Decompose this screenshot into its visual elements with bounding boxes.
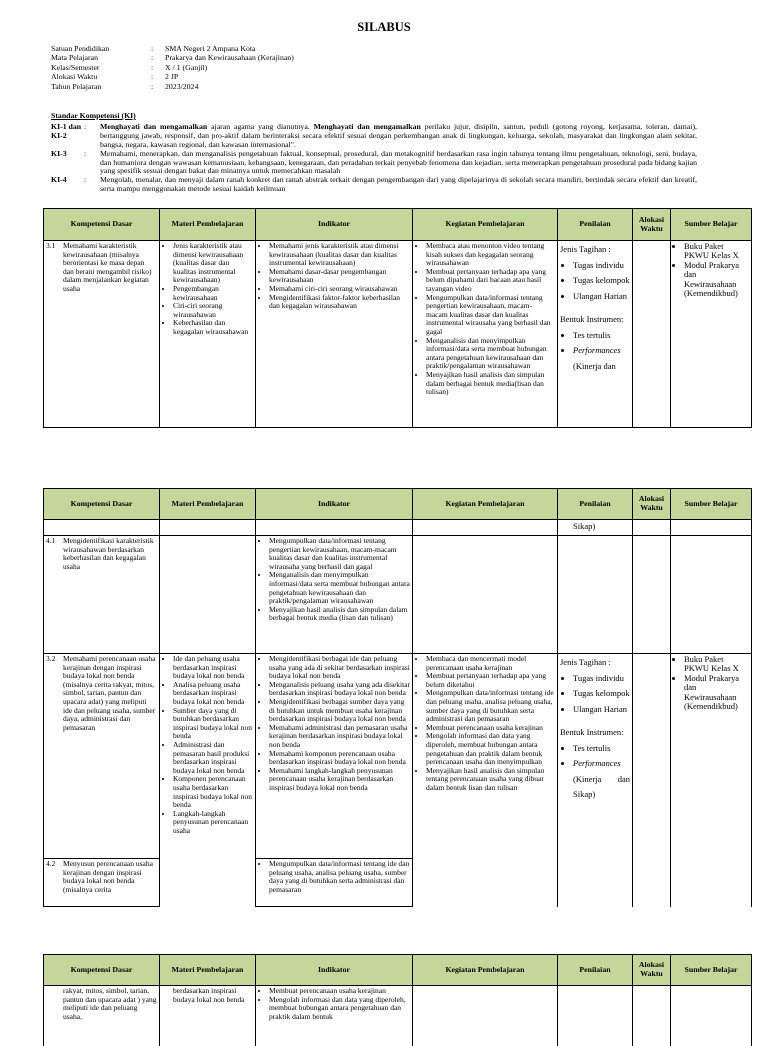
list-item: • Ciri-ciri seorang wirausahawan — [173, 302, 253, 319]
ki-label: KI-1 dan KI-2 — [51, 121, 82, 140]
list-item: • Komponen perencanaan usaha berdasarkan inspirasi budaya lokal non benda — [173, 775, 253, 809]
list-item: • Ulangan Harian — [573, 289, 630, 305]
list-item: • Tugas individu — [573, 258, 630, 274]
list-item: • Langkah-langkah penyusunan perencanaan usaha — [173, 810, 253, 836]
ki-text: Mengolah, menalar, dan menyaji dalam ranah konkret dan ranah abstrak terkait dengan pengembangan dari yang dipelajarinya di sekolah secara mandiri, bertindak secara efektif dan kreatif, serta mampu menggunakan metode sesuai kaidah keilmuan — [100, 175, 697, 194]
list-item: • Modul Prakarya dan Kewirausahaan (Kemendikbud) — [684, 261, 749, 299]
identity-value: X / 1 (Ganjil) — [165, 62, 208, 72]
list-item: • Memahami jenis karakteristik atau dimensi kewirausahaan (kualitas dasar dan kualitas instrumental kewirausahaan) — [269, 242, 410, 268]
identity-label: Alokasi Waktu — [51, 72, 98, 82]
identity-block — [51, 44, 294, 91]
ki-label: KI-4 — [51, 175, 67, 185]
identity-value: SMA Negeri 2 Ampana Kota — [165, 44, 256, 53]
syllabus-table-1 — [43, 208, 752, 428]
core-competencies — [51, 112, 697, 194]
list-item: • Membuat pertanyaan terhadap apa yang belum dipahami dari bacaan atau hasil tayangan video — [426, 268, 555, 294]
kegiatan-cell — [413, 654, 558, 907]
sumber-cell — [671, 241, 752, 428]
column-header: Kegiatan Pembelajaran — [413, 489, 558, 520]
list-item: • Mengolah informasi dan data yang diperoleh, membuat hubungan antara pengetahuan dan praktik dalam bentuk perencanaan usaha dan menyimpulkan — [426, 732, 555, 766]
identity-value: Prakarya dan Kewirausahaan (Kerajinan) — [165, 53, 294, 63]
list-item: • Memahami komponen perencanaan usaha berdasarkan inspirasi budaya lokal non benda — [269, 750, 410, 767]
indikator-cell — [256, 986, 413, 1046]
list-item: • Mengidentifikasi faktor-faktor keberhasilan dan kegagalan wirausahawan — [269, 294, 410, 311]
materi-cell: berdasarkan inspirasi budaya lokal non benda — [160, 986, 256, 1046]
identity-row: Satuan Pendidikan : SMA Negeri 2 Ampana Kota — [51, 44, 256, 53]
list-item: • Menyajikan hasil analisis dan simpulan dalam berbagai bentuk media(lisan dan tulisan) — [426, 371, 555, 397]
list-item: • Sumber daya yang di butuhkan berdasarkan inspirasi budaya lokal non benda — [173, 707, 253, 741]
column-header: Sumber Belajar — [671, 955, 752, 986]
list-item: • Memahami ciri-ciri seorang wirausahawan — [269, 285, 410, 294]
penilaian-cell: Jenis Tagihan : • Tugas individu • Tugas kelompok • Ulangan Harian Bentuk Instrumen: • Tes tertulis • Performances (Kinerja dan Sikap) — [558, 654, 633, 907]
list-item: • Membuat pertanyaan terhadap apa yang belum diketahui — [426, 672, 555, 689]
column-header: Sumber Belajar — [671, 489, 752, 520]
syllabus-table-2 — [43, 488, 752, 907]
list-item: • Pengembangan kewirausahaan — [173, 285, 253, 302]
identity-label: Mata Pelajaran — [51, 53, 98, 63]
ki-row: KI-3 : Memahami, menerapkan, dan menganalisis pengetahuan faktual, konseptual, prosedural, dan metakognitif berdasarkan rasa ingin tahunya tentang ilmu pengetahuan, teknologi, seni, budaya, dan humaniora dengan wawasan kemanusiaan, kebangsaan, kenegaraan, dan peradaban terkait penyebab fenomena dan kejadian, serta menerapkan pengetahuan prosedural pada bidang kajian yang spesifik sesuai dengan bakat dan minatnya untuk memecahkan masalah — [51, 148, 697, 176]
sumber-cell — [671, 654, 752, 907]
ki-row: KI-1 dan KI-2 : Menghayati dan mengamalkan ajaran agama yang dianutnya. Menghayati dan mengamalkan perilaku jujur, disiplin, santun, peduli (gotong royong, kerjasama, toleran, damai), bertanggung jawab, responsif, dan pro-aktif dalam berinteraksi secara efektif sesuai dengan perkembangan anak di lingkungan, keluarga, sekolah, masyarakat dan lingkungan alam sekitar, bangsa, negara, kawasan regional, dan kawasan internasional". — [51, 121, 697, 149]
list-item: • Menganalisis dan menyimpulkan informasi/data serta membuat hubungan antara pengetahuan kewirausahaan dan praktik/pengalaman wirausahawan — [269, 571, 410, 605]
list-item: • Menyajikan hasil analisis dan simpulan dalam berbagai bentuk media (lisan dan tulisan) — [269, 606, 410, 623]
indikator-cell — [256, 859, 413, 907]
list-item: • Membuat perencanaan usaha kerajinan — [426, 724, 555, 733]
list-item: • Membaca dan mencermati model perencanaan usaha kerajinan — [426, 655, 555, 672]
ki-heading: Standar Kompetensi (KI) — [51, 111, 136, 120]
list-item: • Tugas kelompok — [573, 273, 630, 289]
list-item: • Buku Paket PKWU Kelas X — [684, 655, 749, 674]
materi-cell — [160, 241, 256, 428]
column-header: Kompetensi Dasar — [44, 209, 160, 241]
column-header: Kompetensi Dasar — [44, 489, 160, 520]
column-header: Materi Pembelajaran — [160, 489, 256, 520]
list-item: • Mengumpulkan data/informasi tentang pengertian kewirausahaan, macam- macam kualitas dasar dan kualitas instrumental wirausaha yang berhasil dan gagal — [426, 294, 555, 337]
list-item: • Mengidentifikasi berbagai sumber daya yang di butuhkan untuk membuat usaha kerajinan berdasarkan inspirasi budaya lokal non benda — [269, 698, 410, 724]
list-item: • Membuat perencanaan usaha kerajinan — [269, 987, 410, 996]
alokasi-cell — [633, 241, 671, 428]
column-header: Alokasi Waktu — [633, 209, 671, 241]
column-header: Indikator — [256, 209, 413, 241]
list-item: • Memahami dasar-dasar pengembangan kewirausahaan — [269, 268, 410, 285]
kd-cell: rakyat, mitos, simbol, tarian, pantun dan upacara adat ) yang meliputi ide dan peluang usaha, — [44, 986, 160, 1046]
identity-row: Mata Pelajaran : Prakarya dan Kewirausahaan (Kerajinan) — [51, 53, 294, 63]
list-item: • Mengumpulkan data/informasi tentang pengertian kewirausahaan, macam-macam kualitas dasar dan kualitas instrumental wirausaha yang berhasil dan gagal — [269, 537, 410, 571]
column-header: Kegiatan Pembelajaran — [413, 209, 558, 241]
list-item: • Tugas kelompok — [573, 686, 630, 702]
column-header: Kompetensi Dasar — [44, 955, 160, 986]
list-item: • Administrasi dan pemasaran hasil produksi berdasarkan inspirasi budaya lokal non benda — [173, 741, 253, 775]
list-item: • Ulangan Harian — [573, 702, 630, 718]
list-item: • Memahami administrasi dan pemasaran usaha kerajinan berdasarkan inspirasi budaya lokal non benda — [269, 724, 410, 750]
list-item: • Tugas individu — [573, 671, 630, 687]
column-header: Alokasi Waktu — [633, 955, 671, 986]
ki-text: Memahami, menerapkan, dan menganalisis pengetahuan faktual, konseptual, prosedural, dan metakognitif berdasarkan rasa ingin tahunya tentang ilmu pengetahuan, teknologi, seni, budaya, dan humaniora dengan wawasan kemanusiaan, kebangsaan, kenegaraan, dan peradaban terkait penyebab fenomena dan kejadian, serta menerapkan pengetahuan prosedural pada bidang kajian yang spesifik sesuai dengan bakat dan minatnya untuk memecahkan masalah — [100, 148, 697, 176]
column-header: Indikator — [256, 489, 413, 520]
column-header: Sumber Belajar — [671, 209, 752, 241]
identity-label: Tahun Pelajaran — [51, 81, 102, 91]
list-item: • Mengidentifikasi berbagai ide dan peluang usaha yang ada di sekitar berdasarkan inspirasi budaya lokal non benda — [269, 655, 410, 681]
materi-cell — [160, 654, 256, 907]
identity-row: Alokasi Waktu : 2 JP — [51, 72, 179, 82]
identity-row: Tahun Pelajaran : 2023/2024 — [51, 81, 199, 91]
indikator-cell — [256, 654, 413, 859]
identity-label: Kelas/Semester — [51, 62, 100, 72]
list-item: • Membaca atau menonton video tentang kisah sukses dan kegagalan seorang wirausahawan — [426, 242, 555, 268]
penilaian-cell: Jenis Tagihan : • Tugas individu • Tugas kelompok • Ulangan Harian Bentuk Instrumen: • Tes tertulis • Performances (Kinerja dan — [558, 241, 633, 428]
identity-row: Kelas/Semester : X / 1 (Ganjil) — [51, 62, 208, 72]
list-item: • Mengumpulkan data/informasi tentang ide dan peluang usaha, analisa peluang usaha, sumber daya yang di butuhkan serta administrasi dan pemasaran — [426, 689, 555, 723]
kd-cell: 4.1 Mengidentifikasi karakteristik wirausahawan berdasarkan keberhasilan dan kegagalan usaha — [44, 536, 160, 654]
list-item: • Jenis karakteristik atau dimensi kewirausahaan (kualitas dasar dan kualitas instrumental kewirausahaan) — [173, 242, 253, 285]
column-header: Penilaian — [558, 209, 633, 241]
column-header: Penilaian — [558, 489, 633, 520]
column-header: Indikator — [256, 955, 413, 986]
identity-label: Satuan Pendidikan — [51, 44, 110, 53]
identity-value: 2023/2024 — [165, 81, 199, 91]
kegiatan-cell — [413, 241, 558, 428]
list-item: • Modul Prakarya dan Kewirausahaan (Kemendikbud) — [684, 674, 749, 712]
list-item: • Mengolah informasi dan data yang diperoleh, membuat hubungan antara pengetahuan dan praktik dalam bentuk — [269, 996, 410, 1022]
column-header: Alokasi Waktu — [633, 489, 671, 520]
identity-value: 2 JP — [165, 72, 179, 82]
indikator-cell — [256, 241, 413, 428]
list-item: • Menganalisis peluang usaha yang ada disekitar berdasarkan inspirasi budaya lokal non benda — [269, 681, 410, 698]
ki-text: Menghayati dan mengamalkan ajaran agama yang dianutnya. Menghayati dan mengamalkan perilaku jujur, disiplin, santun, peduli (gotong royong, kerjasama, toleran, damai), bertanggung jawab, responsif, dan pro-aktif dalam berinteraksi secara efektif sesuai dengan perkembangan anak di lingkungan, keluarga, sekolah, masyarakat dan lingkungan alam sekitar, bangsa, negara, kawasan regional, dan kawasan internasional". — [100, 121, 697, 149]
column-header: Materi Pembelajaran — [160, 955, 256, 986]
list-item: • Memahami langkah-langkah penyusunan perencanaan usaha kerajinan berdasarkan inspirasi budaya lokal non benda — [269, 767, 410, 793]
list-item: • Menganalisis dan menyimpulkan informasi/data serta membuat hubungan antara pengetahuan kewirausahaan dan praktik/pengalaman wirausahawan — [426, 337, 555, 371]
kd-cell: 4.2 Menyusun perencanaan usaha kerajinan dengan inspirasi budaya lokal non benda (misalnya cerita — [44, 859, 160, 907]
list-item: • Buku Paket PKWU Kelas X — [684, 242, 749, 261]
list-item: • Keberhasilan dan kegagalan wirausahawan — [173, 319, 253, 336]
kd-cell: 3.2 Memahami perencanaan usaha kerajinan dengan inspirasi budaya lokal non benda (misalnya cerita rakyat, mitos, simbol, tarian, pantun dan upacara adat) yang meliputi ide dan peluang usaha, sumber daya, administrasi dan pemasaran — [44, 654, 160, 859]
column-header: Penilaian — [558, 955, 633, 986]
column-header: Materi Pembelajaran — [160, 209, 256, 241]
list-item: • Mengumpulkan data/informasi tentang ide dan peluang usaha, analisa peluang usaha, sumber daya yang di butuhkan serta administrasi dan pemasaran — [269, 860, 410, 894]
column-header: Kegiatan Pembelajaran — [413, 955, 558, 986]
indikator-cell — [256, 536, 413, 654]
list-item: • Menyajikan hasil analisis dan simpulan tentang perencanaan usaha yang dibuat dalam bentuk lisan dan tulisan — [426, 767, 555, 793]
list-item: • Ide dan peluang usaha berdasarkan inspirasi budaya lokal non benda — [173, 655, 253, 681]
kd-cell: 3.1 Memahami karakteristik kewirausahaan (misalnya berorientasi ke masa depan dan berani mengambil risiko) dalam menjalankan kegiatan usaha — [44, 241, 160, 428]
syllabus-table-3 — [43, 954, 752, 1046]
penilaian-cell: Sikap) — [558, 520, 633, 536]
document-title: SILABUS — [357, 20, 411, 34]
ki-row: KI-4 : Mengolah, menalar, dan menyaji dalam ranah konkret dan ranah abstrak terkait dengan pengembangan dari yang dipelajarinya di sekolah secara mandiri, bertindak secara efektif dan kreatif, serta mampu menggunakan metode sesuai kaidah keilmuan — [51, 175, 697, 194]
list-item: • Analisa peluang usaha berdasarkan inspirasi budaya lokal non benda — [173, 681, 253, 707]
ki-label: KI-3 — [51, 148, 67, 158]
